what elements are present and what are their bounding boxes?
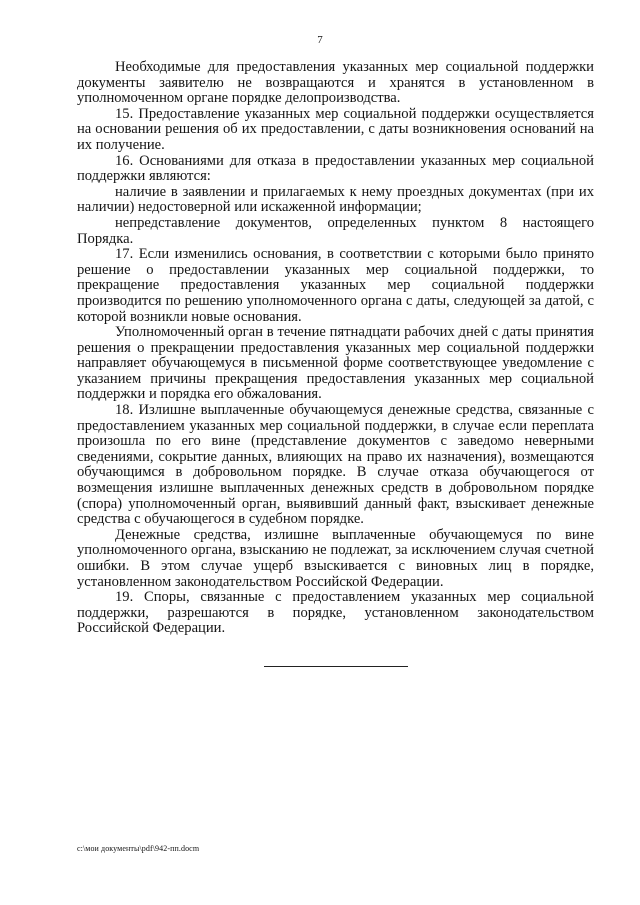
paragraph-item-16: 16. Основаниями для отказа в предоставлении указанных мер социальной поддержки являются:	[77, 152, 594, 185]
paragraph-item-15: 15. Предоставление указанных мер социальной поддержки осуществляется на основании решения об их предоставлении, с даты возникновения оснований на их получение.	[77, 105, 594, 153]
end-separator-line	[264, 666, 408, 667]
paragraph: наличие в заявлении и прилагаемых к нему проездных документах (при их наличии) недостоверной или искаженной информации;	[77, 183, 594, 216]
paragraph-item-19: 19. Споры, связанные с предоставлением указанных мер социальной поддержки, разрешаются в порядке, установленном законодательством Российской Федерации.	[77, 589, 594, 637]
page-number: 7	[317, 34, 323, 46]
paragraph: Необходимые для предоставления указанных мер социальной поддержки документы заявителю не возвращаются и хранятся в установленном в уполномоченном органе порядке делопроизводства.	[77, 59, 594, 107]
footer-file-path: c:\мои документы\pdf\942-пп.docm	[77, 844, 200, 853]
paragraph-item-18: 18. Излишне выплаченные обучающемуся денежные средства, связанные с предоставлением указанных мер социальной поддержки, в случае если переплата произошла по его вине (представление документов с заведомо неверными сведениями, сокрытие данных, влияющих на право их назначения), возмещаются обучающимся в добровольном порядке. В случае отказа обучающегося от возмещения излишне выплаченных денежных средств в добровольном порядке (спора) уполномоченный орган, выявивший данный факт, взыскивает денежные средства с обучающегося в судебном порядке.	[77, 402, 594, 528]
paragraph: Денежные средства, излишне выплаченные обучающемуся по вине уполномоченного органа, взысканию не подлежат, за исключением случая счетной ошибки. В этом случае ущерб взыскивается с виновных лиц в порядке, установленном законодательством Российской Федерации.	[77, 526, 594, 590]
paragraph-item-17: 17. Если изменились основания, в соответствии с которыми было принято решение о предоставлении указанных мер социальной поддержки, то прекращение предоставления указанных мер социальной поддержки производится по решению уполномоченного органа с даты, следующей за датой, с которой возникли новые основания.	[77, 246, 594, 325]
document-body	[77, 60, 594, 637]
paragraph: Уполномоченный орган в течение пятнадцати рабочих дней с даты принятия решения о прекращении предоставления указанных мер социальной поддержки направляет обучающемуся в письменной форме соответствующее уведомление с указанием причины прекращения предоставления указанных мер социальной поддержки и порядка его обжалования.	[77, 324, 594, 403]
paragraph: непредставление документов, определенных пунктом 8 настоящего Порядка.	[77, 214, 594, 247]
